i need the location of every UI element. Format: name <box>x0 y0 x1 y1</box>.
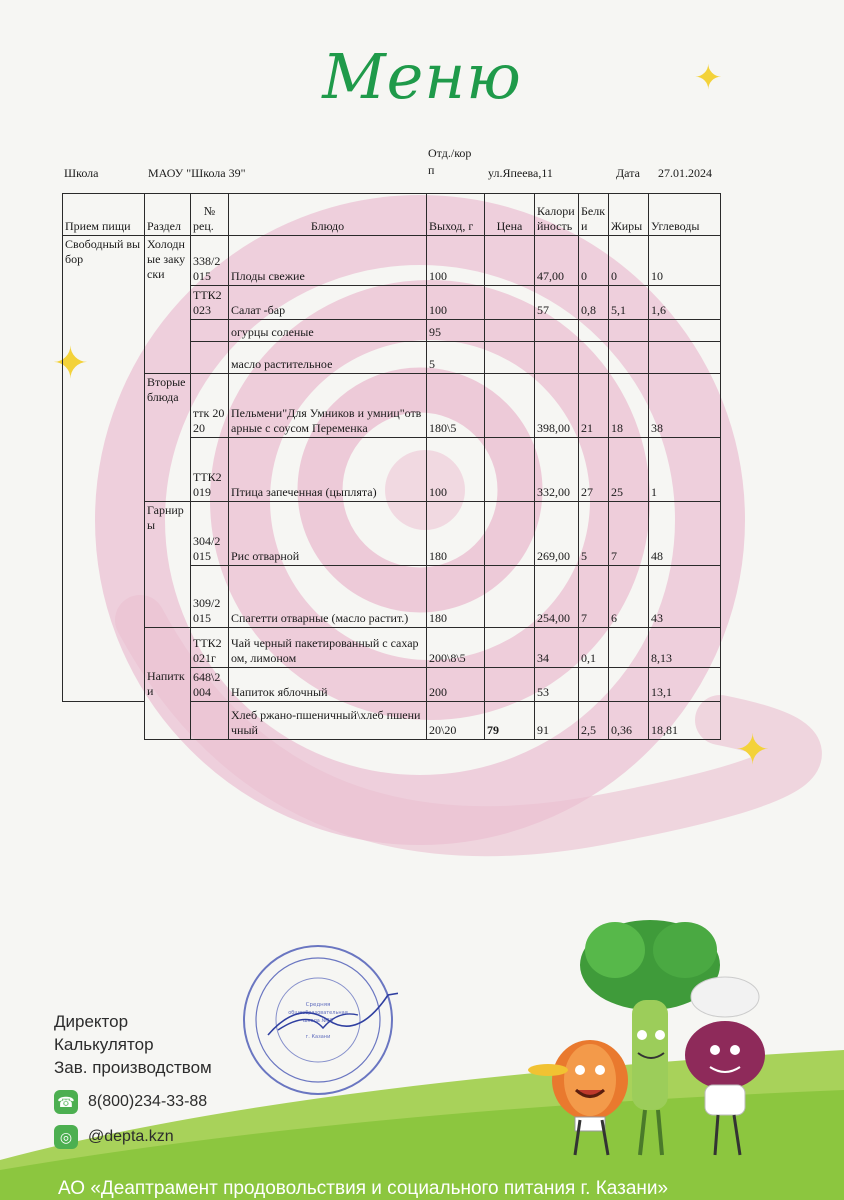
star-icon: ✦ <box>52 339 89 388</box>
calories-cell: 91 <box>535 702 579 740</box>
fat-cell: 0 <box>609 236 649 286</box>
protein-cell <box>579 320 609 342</box>
date-label: Дата <box>616 166 640 180</box>
calories-cell: 47,00 <box>535 236 579 286</box>
dish-cell: Плоды свежие <box>229 236 427 286</box>
production-label: Зав. производством <box>54 1058 212 1077</box>
fat-cell: 25 <box>609 438 649 502</box>
yield-cell: 20\20 <box>427 702 485 740</box>
dish-cell: огурцы соленые <box>229 320 427 342</box>
table-row <box>63 628 721 668</box>
fat-cell: 0,36 <box>609 702 649 740</box>
protein-cell: 21 <box>579 374 609 438</box>
calories-cell: 57 <box>535 286 579 320</box>
meal-cell: Свободный выбор <box>63 236 145 702</box>
dept-label-2: п <box>428 163 435 177</box>
svg-text:Средняя: Средняя <box>305 1002 331 1008</box>
yield-cell: 180 <box>427 502 485 566</box>
col-recipe-2: рец. <box>193 219 214 233</box>
recipe-cell: ТТК2019 <box>191 438 229 502</box>
table-row <box>63 236 721 286</box>
protein-cell: 27 <box>579 438 609 502</box>
recipe-cell: 309/2015 <box>191 566 229 628</box>
dish-cell: Салат -бар <box>229 286 427 320</box>
date-value: 27.01.2024 <box>658 166 712 180</box>
carbs-cell: 38 <box>649 374 721 438</box>
page-title: Меню <box>322 40 522 113</box>
price-cell <box>485 502 535 566</box>
phone-icon: ☎ <box>54 1090 78 1114</box>
phone-text: 8(800)234-33-88 <box>88 1093 208 1110</box>
school-value: МАОУ "Школа 39" <box>148 166 246 180</box>
yield-cell: 95 <box>427 320 485 342</box>
calories-cell <box>535 320 579 342</box>
svg-text:школа №39: школа №39 <box>302 1018 334 1024</box>
price-cell <box>485 566 535 628</box>
col-section: Раздел <box>145 194 191 236</box>
carbs-cell: 1,6 <box>649 286 721 320</box>
col-recipe-1: № <box>203 204 216 218</box>
dish-cell: Напиток яблочный <box>229 668 427 702</box>
instagram-icon: ◎ <box>54 1125 78 1149</box>
star-icon: ✦ <box>694 60 723 97</box>
fat-cell: 6 <box>609 566 649 628</box>
section-drinks: Напитки <box>145 628 191 740</box>
price-cell <box>485 628 535 668</box>
phone-contact[interactable] <box>54 1090 207 1114</box>
recipe-cell: ттк 2020 <box>191 374 229 438</box>
fat-cell: 7 <box>609 502 649 566</box>
fat-cell: 18 <box>609 374 649 438</box>
section-garnish: Гарниры <box>145 502 191 628</box>
col-meal: Прием пищи <box>63 194 145 236</box>
table-row <box>63 502 721 566</box>
carbs-cell: 18,81 <box>649 702 721 740</box>
calories-cell: 254,00 <box>535 566 579 628</box>
protein-cell: 0,1 <box>579 628 609 668</box>
fat-cell <box>609 628 649 668</box>
director-label: Директор <box>54 1012 129 1031</box>
organization-name: АО «Деаптрамент продовольствия и социального питания г. Казани» <box>58 1178 669 1199</box>
price-cell <box>485 236 535 286</box>
section-cold: Холодные закуски <box>145 236 191 374</box>
price-cell <box>485 668 535 702</box>
col-carbs: Углеводы <box>649 194 721 236</box>
yield-cell: 200 <box>427 668 485 702</box>
carbs-cell: 1 <box>649 438 721 502</box>
fat-cell <box>609 668 649 702</box>
price-cell <box>485 438 535 502</box>
carbs-cell <box>649 342 721 374</box>
calories-cell: 53 <box>535 668 579 702</box>
yield-cell: 5 <box>427 342 485 374</box>
yield-cell: 180\5 <box>427 374 485 438</box>
recipe-cell <box>191 702 229 740</box>
protein-cell: 7 <box>579 566 609 628</box>
yield-cell: 100 <box>427 438 485 502</box>
dish-cell: масло растительное <box>229 342 427 374</box>
col-recipe <box>191 194 229 236</box>
stamp <box>238 940 398 1100</box>
instagram-contact[interactable] <box>54 1125 174 1149</box>
protein-cell <box>579 668 609 702</box>
calories-cell: 269,00 <box>535 502 579 566</box>
dept-label-1: Отд./кор <box>428 146 472 160</box>
recipe-cell: ТТК2023 <box>191 286 229 320</box>
col-fat: Жиры <box>609 194 649 236</box>
price-cell <box>485 342 535 374</box>
star-icon: ✦ <box>735 728 771 774</box>
col-calories: Калорийность <box>535 194 579 236</box>
instagram-text: @depta.kzn <box>88 1128 174 1145</box>
menu-table <box>62 193 721 740</box>
carbs-cell: 8,13 <box>649 628 721 668</box>
calories-cell: 398,00 <box>535 374 579 438</box>
fat-cell <box>609 342 649 374</box>
col-dish: Блюдо <box>229 194 427 236</box>
protein-cell: 0,8 <box>579 286 609 320</box>
dish-cell: Птица запеченная (цыплята) <box>229 438 427 502</box>
carbs-cell: 10 <box>649 236 721 286</box>
recipe-cell <box>191 320 229 342</box>
school-label: Школа <box>64 166 99 180</box>
calories-cell: 34 <box>535 628 579 668</box>
meal-cell-empty <box>63 702 145 740</box>
col-price: Цена <box>485 194 535 236</box>
protein-cell: 0 <box>579 236 609 286</box>
col-protein: Белки <box>579 194 609 236</box>
yield-cell: 100 <box>427 286 485 320</box>
recipe-cell: 304/2015 <box>191 502 229 566</box>
carbs-cell: 13,1 <box>649 668 721 702</box>
col-yield: Выход, г <box>427 194 485 236</box>
table-row <box>63 374 721 438</box>
section-second: Вторые блюда <box>145 374 191 502</box>
calculator-label: Калькулятор <box>54 1035 154 1054</box>
price-cell <box>485 320 535 342</box>
price-cell <box>485 286 535 320</box>
dish-cell: Рис отварной <box>229 502 427 566</box>
svg-text:г. Казани: г. Казани <box>305 1034 331 1040</box>
price-cell: 79 <box>485 702 535 740</box>
recipe-cell: 338/2015 <box>191 236 229 286</box>
fat-cell: 5,1 <box>609 286 649 320</box>
calories-cell <box>535 342 579 374</box>
dish-cell: Спагетти отварные (масло растит.) <box>229 566 427 628</box>
protein-cell <box>579 342 609 374</box>
recipe-cell: 648\2004 <box>191 668 229 702</box>
price-cell <box>485 374 535 438</box>
table-header-row <box>63 194 721 236</box>
yield-cell: 100 <box>427 236 485 286</box>
svg-text:общеобразовательная: общеобразовательная <box>288 1010 348 1016</box>
fat-cell <box>609 320 649 342</box>
dish-cell: Пельмени"Для Умников и умниц"отварные с соусом Переменка <box>229 374 427 438</box>
recipe-cell <box>191 342 229 374</box>
yield-cell: 180 <box>427 566 485 628</box>
vegetable-characters-illustration <box>520 905 820 1165</box>
calories-cell: 332,00 <box>535 438 579 502</box>
recipe-cell: ТТК2021г <box>191 628 229 668</box>
dish-cell: Чай черный пакетированный с сахаром, лимоном <box>229 628 427 668</box>
carbs-cell: 43 <box>649 566 721 628</box>
dish-cell: Хлеб ржано-пшеничный\хлеб пшеничный <box>229 702 427 740</box>
protein-cell: 5 <box>579 502 609 566</box>
protein-cell: 2,5 <box>579 702 609 740</box>
yield-cell: 200\8\5 <box>427 628 485 668</box>
carbs-cell <box>649 320 721 342</box>
carbs-cell: 48 <box>649 502 721 566</box>
address: ул.Япеева,11 <box>488 166 553 180</box>
